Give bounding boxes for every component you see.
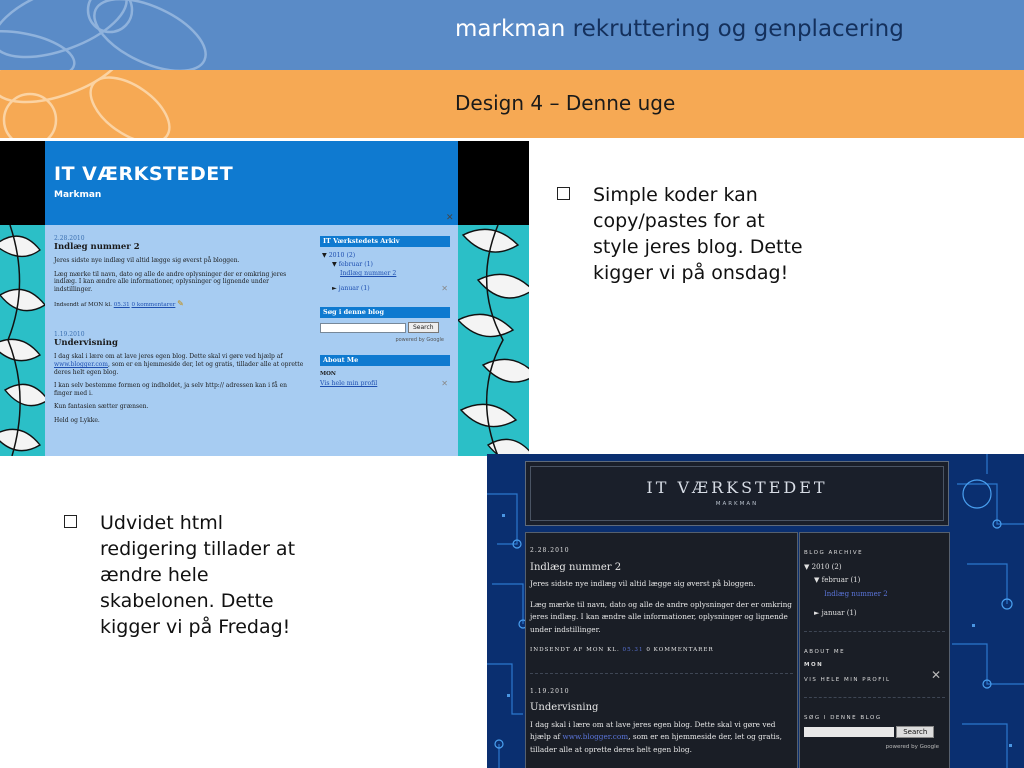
post-date: 2.28.2010 (54, 235, 85, 242)
post-paragraph: I dag skal i lære om at lave jeres egen blog. Dette skal vi gøre ved hjælp af www.blogger.com, som er en hjemmeside der, let og gratis, tillader alle at oprette deres helt egen blog. (530, 719, 782, 754)
powered-by-google: powered by Google (395, 337, 444, 343)
author-name: MON (804, 662, 824, 668)
post-date: 2.28.2010 (530, 547, 570, 554)
archive-post-link[interactable]: Indlæg nummer 2 (824, 589, 888, 598)
profile-link-row (804, 667, 945, 688)
decorative-swirl-icon (0, 0, 240, 70)
blog-posts (525, 532, 798, 768)
divider (530, 673, 793, 674)
triangle-down-icon[interactable]: ▼ (804, 562, 810, 571)
post-paragraph: Læg mærke til navn, dato og alle de andre oplysninger der er omkring jeres indlæg. I kan ændre alle informationer, oplysninger og lignende under indstillinger. (530, 599, 792, 634)
search-row (804, 726, 945, 740)
brand-logo: markman rekruttering og genplacering (455, 16, 904, 42)
blog-theme-preview-dark (487, 454, 1024, 768)
post-title[interactable]: Undervisning (54, 337, 118, 348)
triangle-down-icon[interactable]: ▼ (322, 252, 327, 259)
wrench-icon[interactable]: ✕ (441, 379, 448, 388)
post-footer: INDSENDT AF MON KL. 05.31 0 KOMMENTARER (530, 647, 714, 653)
checkbox-bullet-icon (64, 515, 77, 528)
blog-page (45, 141, 458, 456)
wrench-icon[interactable]: ✕ (441, 284, 448, 293)
triangle-right-icon[interactable]: ► (332, 285, 337, 292)
archive-post-link[interactable]: Indlæg nummer 2 (340, 270, 397, 277)
search-button[interactable]: Search (408, 322, 439, 333)
pencil-icon[interactable]: ✎ (177, 298, 184, 308)
post-time-link[interactable]: 05.31 (622, 647, 644, 653)
divider (804, 697, 945, 698)
slide-header-band (0, 0, 1024, 70)
post-paragraph: Held og Lykke. (54, 416, 100, 424)
blog-subtitle: Markman (54, 190, 102, 200)
comments-link[interactable]: 0 kommentarer (131, 301, 176, 308)
triangle-down-icon[interactable]: ▼ (814, 576, 820, 584)
post-paragraph: Læg mærke til navn, dato og alle de andre oplysninger der er omkring jeres indlæg. I kan ændre alle informationer, oplysninger og lignende under indstillinger. (54, 270, 287, 293)
about-heading: ABOUT ME (804, 648, 846, 655)
archive-month[interactable]: ► januar (1) ✕ (332, 284, 448, 293)
profile-link-row (320, 379, 450, 388)
post-title[interactable]: Undervisning (530, 702, 599, 713)
post-paragraph: I kan selv bestemme formen og indholdet, ja selv http:// adressen kan i få en finger med i. (54, 382, 288, 397)
post-paragraph: Kun fantasien sætter grænsen. (54, 403, 149, 411)
blogger-link[interactable]: www.blogger.com (562, 732, 629, 741)
floral-background (458, 225, 529, 456)
blog-sidebar (320, 236, 450, 388)
post-paragraph: Jeres sidste nye indlæg vil altid lægge sig øverst på bloggen. (54, 257, 240, 265)
wrench-icon[interactable]: ✕ (446, 213, 454, 223)
post-title[interactable]: Indlæg nummer 2 (54, 241, 140, 252)
preview-border (0, 141, 45, 225)
leaf-pattern-icon (0, 225, 45, 456)
post-title[interactable]: Indlæg nummer 2 (530, 561, 622, 573)
search-heading: SØG I DENNE BLOG (804, 715, 882, 721)
archive-year[interactable]: ▼ 2010 (2) (804, 562, 842, 571)
post-paragraph: Jeres sidste nye indlæg vil altid lægge sig øverst på bloggen. (530, 579, 756, 588)
checkbox-bullet-icon (557, 187, 570, 200)
divider (804, 631, 945, 632)
blog-sidebar (799, 532, 950, 768)
post-date: 1.19.2010 (54, 331, 85, 339)
archive-heading: IT Værkstedets Arkiv (320, 236, 450, 247)
bullet-text: Udvidet html redigering tillader at ændre hele skabelonen. Dette kigger vi på Fredag! (100, 512, 296, 638)
triangle-right-icon[interactable]: ► (814, 609, 820, 617)
search-row (320, 322, 450, 333)
slide-title: Design 4 – Denne uge (455, 91, 676, 115)
blog-header (45, 141, 458, 225)
blog-header (525, 461, 949, 526)
archive-month[interactable]: ► januar (1) (814, 609, 857, 617)
archive-year[interactable]: ▼ 2010 (2) (322, 252, 356, 259)
triangle-down-icon[interactable]: ▼ (332, 261, 337, 268)
archive-month[interactable]: ▼ februar (1) (814, 576, 861, 584)
floral-background (0, 225, 45, 456)
search-button[interactable]: Search (896, 726, 934, 738)
blog-title[interactable]: IT VÆRKSTEDET (54, 163, 234, 185)
profile-link[interactable]: Vis hele min profil (320, 380, 378, 387)
post-date: 1.19.2010 (530, 687, 570, 695)
decorative-swirl-icon (0, 70, 220, 138)
blog-subtitle: MARKMAN (715, 501, 759, 507)
wrench-icon[interactable]: ✕ (930, 667, 941, 682)
post-footer: Indsendt af MON kl. 05.31 0 kommentarer ✎ (54, 298, 184, 308)
author-name: MON (320, 371, 336, 377)
blogger-link[interactable]: www.blogger.com (54, 360, 108, 368)
about-heading: About Me (320, 355, 450, 366)
bullet-text: Simple koder kan copy/pastes for at style jeres blog. Dette kigger vi på onsdag! (593, 184, 803, 284)
preview-border (458, 141, 529, 225)
blog-posts (54, 235, 306, 431)
comments-link[interactable]: 0 KOMMENTARER (646, 647, 714, 653)
search-input[interactable] (320, 323, 406, 333)
powered-by-google: powered by Google (885, 744, 939, 750)
search-input[interactable] (804, 727, 894, 737)
profile-link[interactable]: VIS HELE MIN PROFIL (804, 676, 891, 683)
archive-month[interactable]: ▼ februar (1) (332, 261, 373, 268)
post-paragraph: I dag skal i lære om at lave jeres egen blog. Dette skal vi gøre ved hjælp af www.blogger.com, som er en hjemmeside der, let og gratis, tillader alle at oprette deres helt egen blog. (54, 353, 304, 376)
post-time-link[interactable]: 05.31 (113, 301, 130, 308)
leaf-pattern-icon (458, 225, 529, 456)
search-heading: Søg i denne blog (320, 307, 450, 318)
blog-title[interactable]: IT VÆRKSTEDET (646, 478, 828, 497)
archive-heading: BLOG ARCHIVE (804, 550, 864, 556)
blog-theme-preview-light (0, 141, 529, 456)
